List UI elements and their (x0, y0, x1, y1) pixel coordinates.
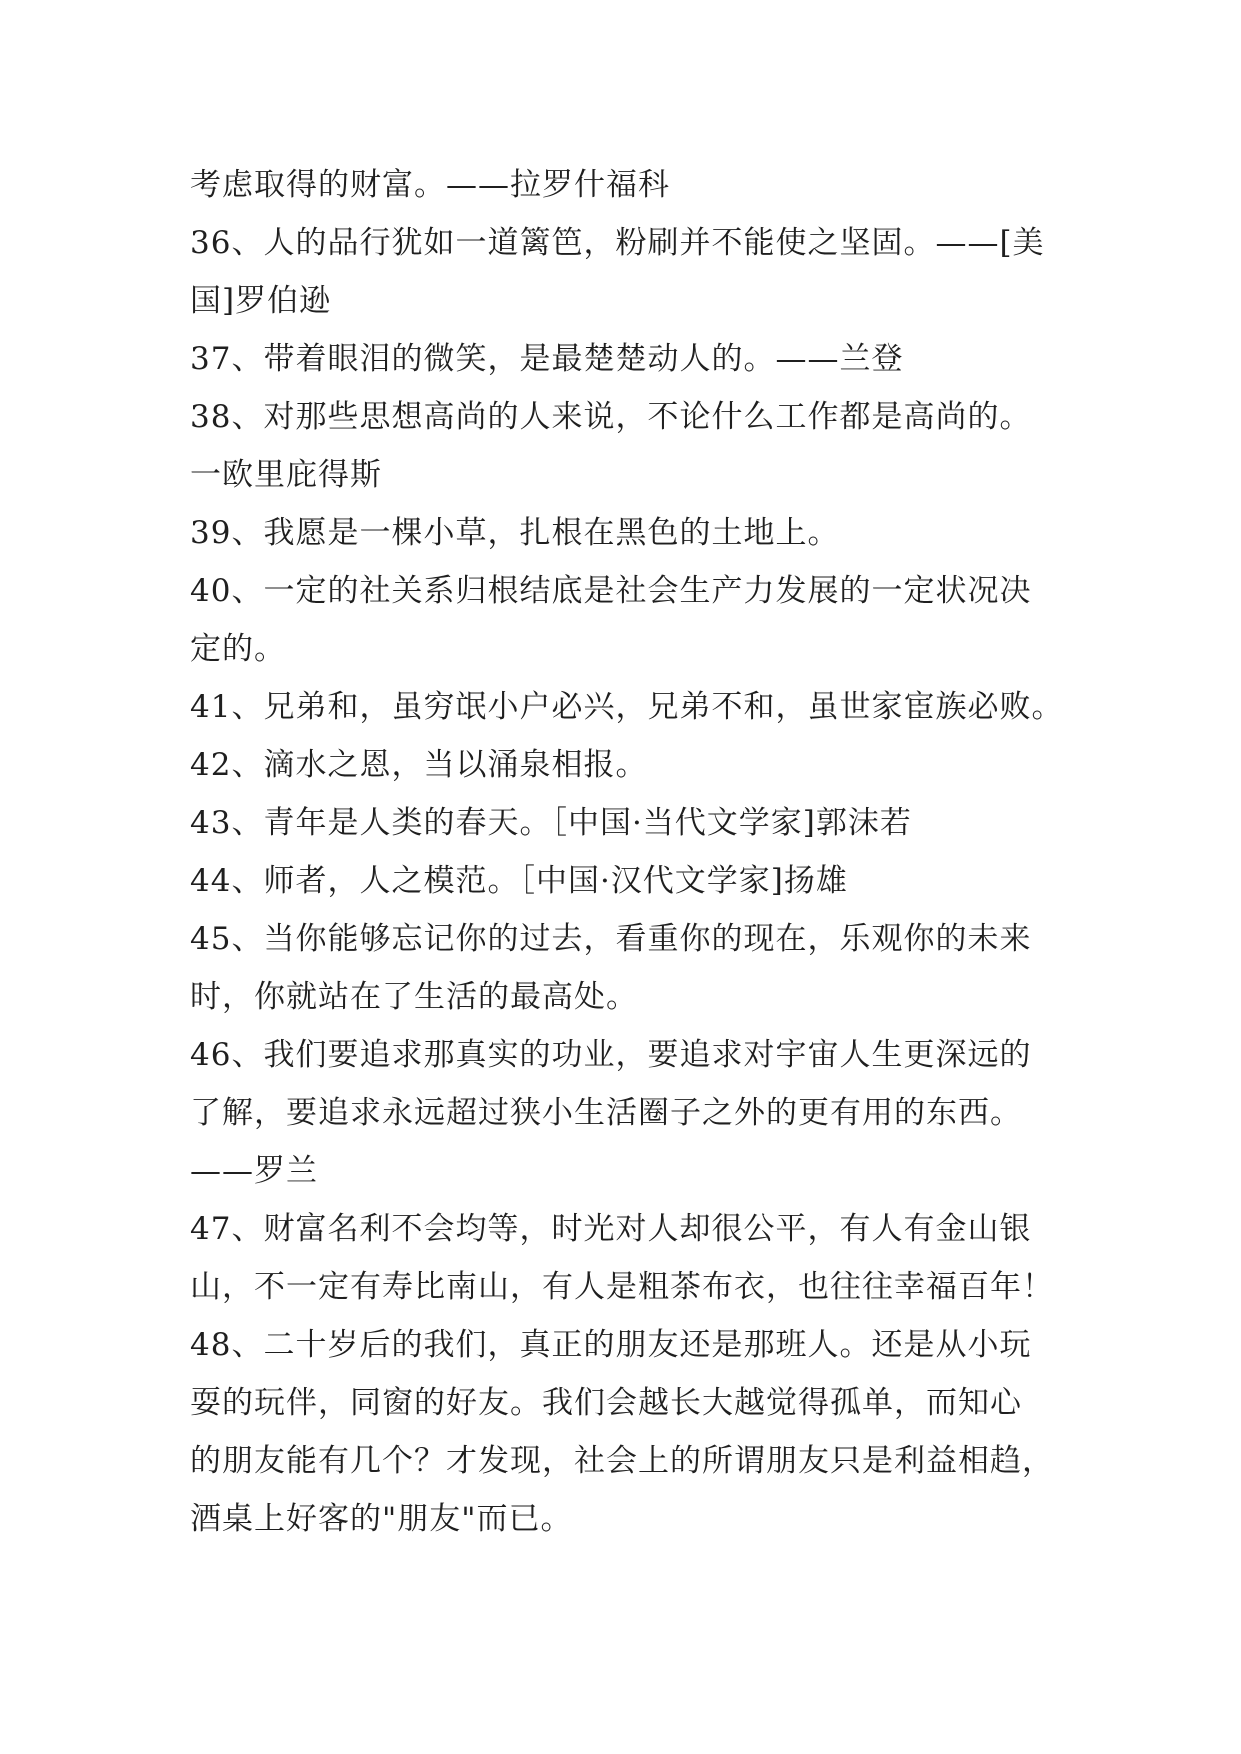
text-line: 国]罗伯逊 (190, 283, 332, 319)
text-line: 山，不一定有寿比南山，有人是粗茶布衣，也往往幸福百年！ (190, 1269, 1054, 1305)
text-line: 的朋友能有几个？才发现，社会上的所谓朋友只是利益相趋， (190, 1443, 1054, 1479)
text-line: 41、兄弟和，虽穷氓小户必兴，兄弟不和，虽世家宦族必败。 (190, 689, 1064, 725)
text-line: 48、二十岁后的我们，真正的朋友还是那班人。还是从小玩 (190, 1327, 1032, 1363)
text-line: 42、滴水之恩，当以涌泉相报。 (190, 747, 648, 783)
text-line: 40、一定的社关系归根结底是社会生产力发展的一定状况决 (190, 573, 1032, 609)
text-line: 38、对那些思想高尚的人来说，不论什么工作都是高尚的。 (190, 399, 1032, 435)
text-line: 37、带着眼泪的微笑，是最楚楚动人的。——兰登 (190, 341, 904, 377)
text-line: ——罗兰 (190, 1153, 318, 1189)
text-line: 43、青年是人类的春天。［中国·当代文学家]郭沫若 (190, 805, 912, 841)
text-line: 耍的玩伴，同窗的好友。我们会越长大越觉得孤单，而知心 (190, 1385, 1022, 1421)
text-line: 时，你就站在了生活的最高处。 (190, 979, 638, 1015)
text-line: 酒桌上好客的"朋友"而已。 (190, 1501, 573, 1537)
text-line: 了解，要追求永远超过狭小生活圈子之外的更有用的东西。 (190, 1095, 1022, 1131)
text-line: 47、财富名利不会均等，时光对人却很公平，有人有金山银 (190, 1211, 1032, 1247)
text-line: 44、师者，人之模范。［中国·汉代文学家]扬雄 (190, 863, 848, 899)
quote-text-block (190, 156, 1090, 1548)
text-line: 考虑取得的财富。——拉罗什福科 (190, 167, 670, 203)
text-line: 36、人的品行犹如一道篱笆，粉刷并不能使之坚固。——[美 (190, 225, 1045, 261)
text-line: 一欧里庇得斯 (190, 457, 382, 493)
text-line: 定的。 (190, 631, 286, 667)
text-line: 45、当你能够忘记你的过去，看重你的现在，乐观你的未来 (190, 921, 1032, 957)
text-line: 46、我们要追求那真实的功业，要追求对宇宙人生更深远的 (190, 1037, 1032, 1073)
text-line: 39、我愿是一棵小草，扎根在黑色的土地上。 (190, 515, 840, 551)
